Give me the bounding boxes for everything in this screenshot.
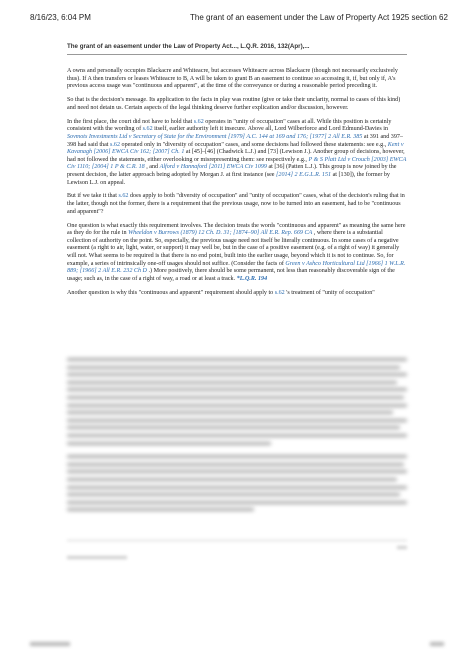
text-span: One question is what exactly this requirement involves. The decision treats the words "continuous and apparent" as meaning the same here as they do for the rule in xyxy=(67,222,406,237)
case-citation-link[interactable]: [2014] 2 E.G.L.R. 151 xyxy=(276,171,332,178)
document-footer xyxy=(67,540,407,564)
case-citation-link[interactable]: Wheeldon v Burrows (1879) 12 Ch. D. 31; [1874–90] All E.R. Rep. 669 CA xyxy=(128,230,313,237)
page-marker: *L.Q.R. 194 xyxy=(236,275,268,282)
text-span: at [36] (Patten L.J.). This group is now joined by the present decision, the latter approach being adopted by Morgan J. at first instance (see xyxy=(67,164,397,178)
browser-print-footer xyxy=(30,642,444,650)
text-span: operated only in "diversity of occupation" cases, and some decisions had followed these statements: see e.g., xyxy=(120,141,388,148)
statute-link[interactable]: s.62 xyxy=(274,289,285,296)
paragraph-1: A owns and personally occupies Blackacre and Whiteacre, but accesses Whiteacre across Blackacre (though not necessarily exclusively thus). If A then transfers or leases Whiteacre to B, A will be taken to grant B an easement to continue so accessing it, if, but only if, A's previous access usage was "continuous and apparent", at the time of the conveyance or during a reasonable period preceding it. xyxy=(67,68,398,90)
text-span: .) More positively, there should be some permanent, not less than reasonably discoverable sign of the usage; such as, in the case of a right of way, a road or at least a track. xyxy=(67,268,395,282)
statute-link[interactable]: s.62 xyxy=(142,126,153,133)
paragraph-2: So that is the decision's message. Its application to the facts in play was routine (give or take their unclarity, normal to cases of this kind) and need not detain us. Certain aspects of the legal thinking deserve further explication and/or discussion, however. xyxy=(67,97,401,111)
text-span: But if we take it that xyxy=(67,193,119,200)
text-span: at [45]–[46] (Chadwick L.J.) and [73] (Lewison J.). Another group of decisions, however, had not followed the statements, either overlooking or misrepresenting them: see respectively e.g., xyxy=(67,149,405,163)
statute-link[interactable]: s.62 xyxy=(118,193,129,200)
paragraph-5 xyxy=(67,223,407,284)
text-span: operates in "unity of occupation" cases at all. While this position is certainly consistent with the wording of xyxy=(67,118,392,133)
blurred-text-region xyxy=(67,358,407,548)
statute-link[interactable]: s.62 xyxy=(193,118,204,125)
case-citation-link[interactable]: Sovmots Investments Ltd v Secretary of State for the Environment [1979] A.C. 144 at 169 and 176; [1977] 2 All E.R. 385 xyxy=(67,133,363,140)
text-span: at 391 and 397–398 had said that xyxy=(67,133,403,148)
document-running-header: The grant of an easement under the Law of Property Act..., L.Q.R. 2016, 132(Apr),... xyxy=(67,43,407,55)
text-span: , and xyxy=(144,164,160,171)
case-citation-link[interactable]: Kent v Kavanagh [2006] EWCA Civ 162; [2007] Ch. 1 xyxy=(67,141,404,156)
print-datetime: 8/16/23, 6:04 PM xyxy=(30,13,91,22)
text-span: , where there is a substantial collection of authority on the point. So, especially, the previous usage need not itself be literally continuous. In some cases of a negative easement (a right to air, light, water, or support) it may well be, but in the case of a positive easement (e.g. of a right of way) it generally will not. What seems to be required is that there is no end point, built into the earlier usage, beyond which it is not to continue. So, for example, a series of intrinsically one-off usages should not suffice. (Consider the facts of xyxy=(67,230,400,267)
text-span: Another question is why this "continuous and apparent" requirement should apply to xyxy=(67,289,275,296)
paragraph-6 xyxy=(67,290,407,298)
text-span: does apply to both "diversity of occupation" and "unity of occupation" cases, what of the decision's ruling that in the latter, though not the former, there is a requirement that the previous usage, now to be turned into an easement, had to be "continuous and apparent"? xyxy=(67,193,405,215)
paragraph-4 xyxy=(67,193,407,216)
text-span: at [130]), the former by Lewison L.J. on appeal. xyxy=(67,171,390,186)
paragraph-3 xyxy=(67,119,407,187)
document-body xyxy=(67,68,407,304)
statute-link[interactable]: s.62 xyxy=(110,141,120,148)
browser-print-header xyxy=(0,0,474,30)
text-span: In the first place, the court did not have to hold that xyxy=(67,118,194,125)
text-span: itself, earlier authority left it insecure. Above all, Lord Wilberforce and Lord Edmund-Davies in xyxy=(152,126,389,133)
print-page-title: The grant of an easement under the Law of Property Act 1925 section 62 xyxy=(190,13,448,22)
case-citation-link[interactable]: Alford v Hannaford [2011] EWCA Civ 1099 xyxy=(159,164,267,171)
case-citation-link[interactable]: Green v Ashco Horticultural Ltd [1966] 1 W.L.R. 889; [1966] 2 All E.R. 232 Ch D xyxy=(67,260,406,275)
case-citation-link[interactable]: P & S Platt Ltd v Crouch [2003] EWCA Civ 1110; [2004] 1 P & C.R. 18 xyxy=(67,156,407,171)
text-span: 's treatment of "unity of occupation" xyxy=(284,289,375,296)
